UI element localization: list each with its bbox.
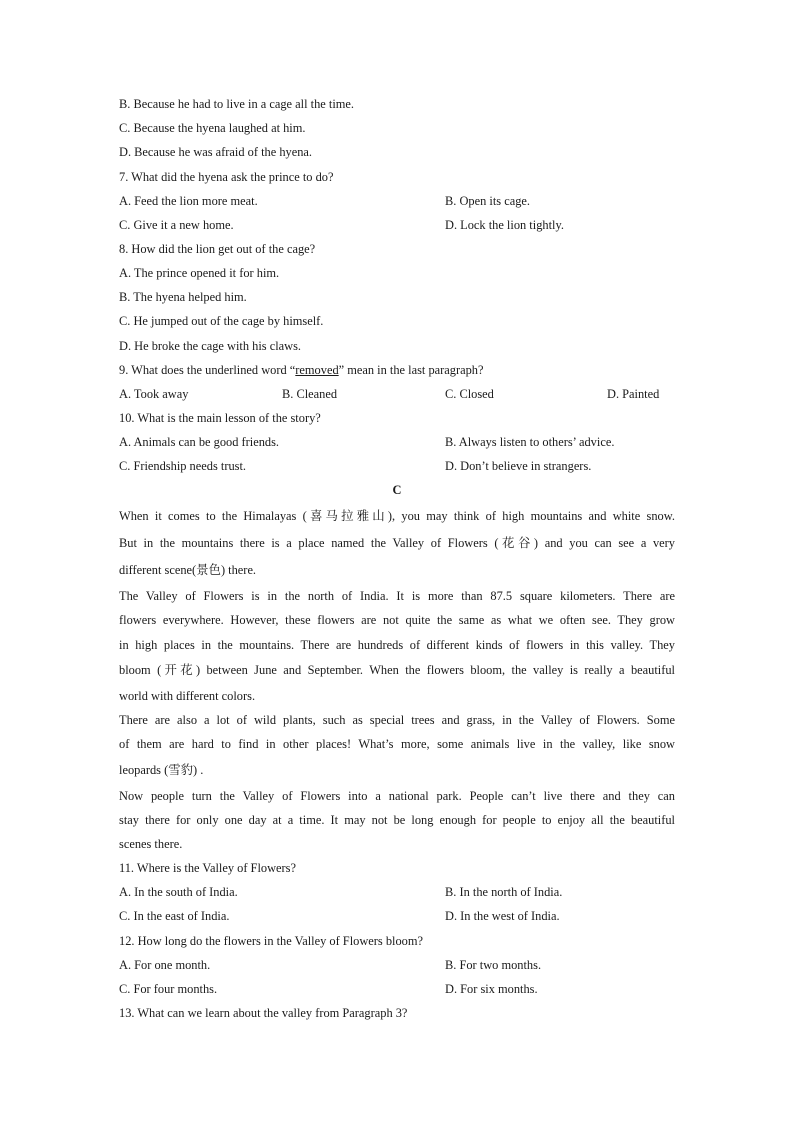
q11-option-d: D. In the west of India. bbox=[445, 909, 560, 923]
q8-option-c: C. He jumped out of the cage by himself. bbox=[119, 314, 324, 328]
q10-option-d: D. Don’t believe in strangers. bbox=[445, 459, 592, 473]
q12-question: 12. How long do the flowers in the Valley of Flowers bloom? bbox=[119, 934, 423, 948]
paragraph-line: scenes there. bbox=[119, 837, 183, 851]
passage-paragraph-3 bbox=[119, 712, 675, 778]
q12-option-a: A. For one month. bbox=[119, 958, 211, 972]
q12-option-b: B. For two months. bbox=[445, 958, 542, 972]
q11-question: 11. Where is the Valley of Flowers? bbox=[119, 861, 296, 875]
q12-option-c: C. For four months. bbox=[119, 982, 218, 996]
q9-question-post: ” mean in the last paragraph? bbox=[338, 363, 484, 377]
q9-question bbox=[119, 362, 484, 378]
q10-option-b: B. Always listen to others’ advice. bbox=[445, 435, 615, 449]
paragraph-line: different scene(景色) there. bbox=[119, 563, 257, 577]
paragraph-line: When it comes to the Himalayas (喜马拉雅山), you may think of high mountains and white snow. bbox=[119, 509, 675, 523]
paragraph-line: Now people turn the Valley of Flowers into a national park. People can’t live there and they can bbox=[119, 789, 675, 803]
paragraph-line: of them are hard to find in other places! What’s more, some animals live in the valley, like snow bbox=[119, 737, 675, 751]
passage-paragraph-4 bbox=[119, 788, 675, 852]
paragraph-line: bloom (开花) between June and September. When the flowers bloom, the valley is really a beautiful bbox=[119, 663, 675, 677]
q11-option-c: C. In the east of India. bbox=[119, 909, 230, 923]
q7-option-b: B. Open its cage. bbox=[445, 194, 530, 208]
q9-option-a: A. Took away bbox=[119, 387, 189, 401]
q8-option-a: A. The prince opened it for him. bbox=[119, 266, 280, 280]
q7-option-a: A. Feed the lion more meat. bbox=[119, 194, 258, 208]
q11-option-a: A. In the south of India. bbox=[119, 885, 238, 899]
q9-option-d: D. Painted bbox=[607, 387, 660, 401]
q6-option-b: B. Because he had to live in a cage all the time. bbox=[119, 97, 354, 111]
q10-option-a: A. Animals can be good friends. bbox=[119, 435, 280, 449]
passage-paragraph-2 bbox=[119, 588, 675, 704]
q9-question-pre: 9. What does the underlined word “ bbox=[119, 363, 296, 377]
q6-option-d: D. Because he was afraid of the hyena. bbox=[119, 145, 313, 159]
q7-option-c: C. Give it a new home. bbox=[119, 218, 234, 232]
q9-option-c: C. Closed bbox=[445, 387, 494, 401]
q11-option-b: B. In the north of India. bbox=[445, 885, 563, 899]
underlined-word: removed bbox=[295, 363, 339, 377]
q13-question: 13. What can we learn about the valley from Paragraph 3? bbox=[119, 1006, 408, 1020]
paragraph-line: leopards (雪豹) . bbox=[119, 763, 204, 777]
q12-option-d: D. For six months. bbox=[445, 982, 538, 996]
paragraph-line: But in the mountains there is a place named the Valley of Flowers (花谷) and you can see a very bbox=[119, 536, 675, 550]
q8-question: 8. How did the lion get out of the cage? bbox=[119, 242, 316, 256]
paragraph-line: flowers everywhere. However, these flowers are not quite the same as what we often see. They grow bbox=[119, 613, 675, 627]
q9-option-b: B. Cleaned bbox=[282, 387, 338, 401]
section-heading: C bbox=[392, 483, 402, 497]
paragraph-line: The Valley of Flowers is in the north of India. It is more than 87.5 square kilometers. There are bbox=[119, 589, 675, 603]
q6-option-c: C. Because the hyena laughed at him. bbox=[119, 121, 306, 135]
q8-option-b: B. The hyena helped him. bbox=[119, 290, 247, 304]
paragraph-line: world with different colors. bbox=[119, 689, 256, 703]
paragraph-line: stay there for only one day at a time. It may not be long enough for people to enjoy all the beautiful bbox=[119, 813, 675, 827]
q10-option-c: C. Friendship needs trust. bbox=[119, 459, 246, 473]
q10-question: 10. What is the main lesson of the story? bbox=[119, 411, 321, 425]
paragraph-line: in high places in the mountains. There are hundreds of different kinds of flowers in this valley. They bbox=[119, 638, 675, 652]
paragraph-line: There are also a lot of wild plants, such as special trees and grass, in the Valley of Flowers. Some bbox=[119, 713, 675, 727]
q8-option-d: D. He broke the cage with his claws. bbox=[119, 339, 302, 353]
passage-paragraph-1 bbox=[119, 508, 675, 578]
q7-option-d: D. Lock the lion tightly. bbox=[445, 218, 564, 232]
q7-question: 7. What did the hyena ask the prince to do? bbox=[119, 170, 334, 184]
